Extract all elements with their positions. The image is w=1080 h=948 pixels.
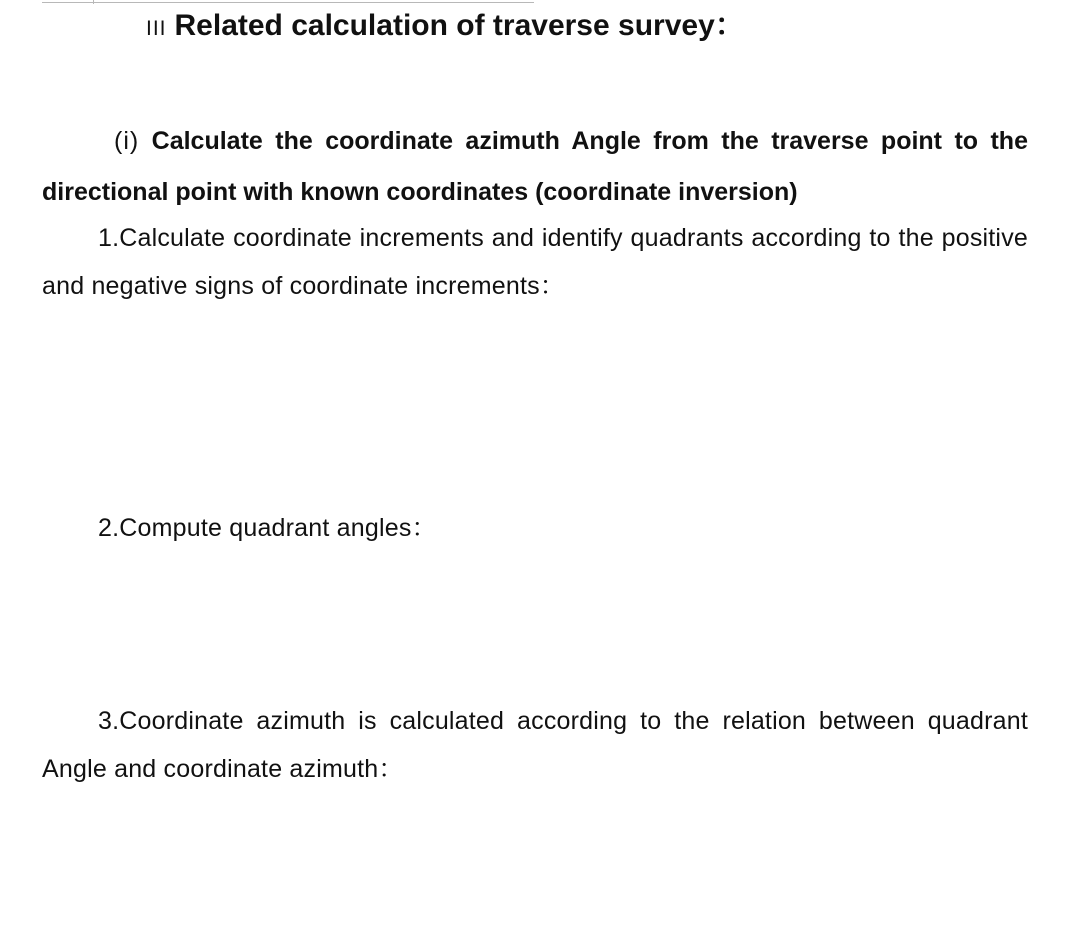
section-heading — [146, 6, 745, 49]
top-divider-tick — [93, 0, 94, 4]
top-divider — [42, 2, 534, 3]
step-1-text: 1.Calculate coordinate increments and identify quadrants according to the positive and negative signs of coordinate increments： — [42, 224, 1028, 300]
subsection-marker: (i) — [114, 127, 140, 155]
subsection-title: Calculate the coordinate azimuth Angle from the traverse point to the directional point with known coordinates (coordinate inversion) — [42, 127, 1028, 206]
section-title: Related calculation of traverse survey： — [174, 9, 745, 42]
subsection-heading — [42, 116, 1028, 218]
step-2-text: 2.Compute quadrant angles： — [98, 514, 437, 542]
section-number: III — [146, 17, 167, 40]
step-3-text: 3.Coordinate azimuth is calculated according to the relation between quadrant Angle and coordinate azimuth： — [42, 707, 1028, 783]
